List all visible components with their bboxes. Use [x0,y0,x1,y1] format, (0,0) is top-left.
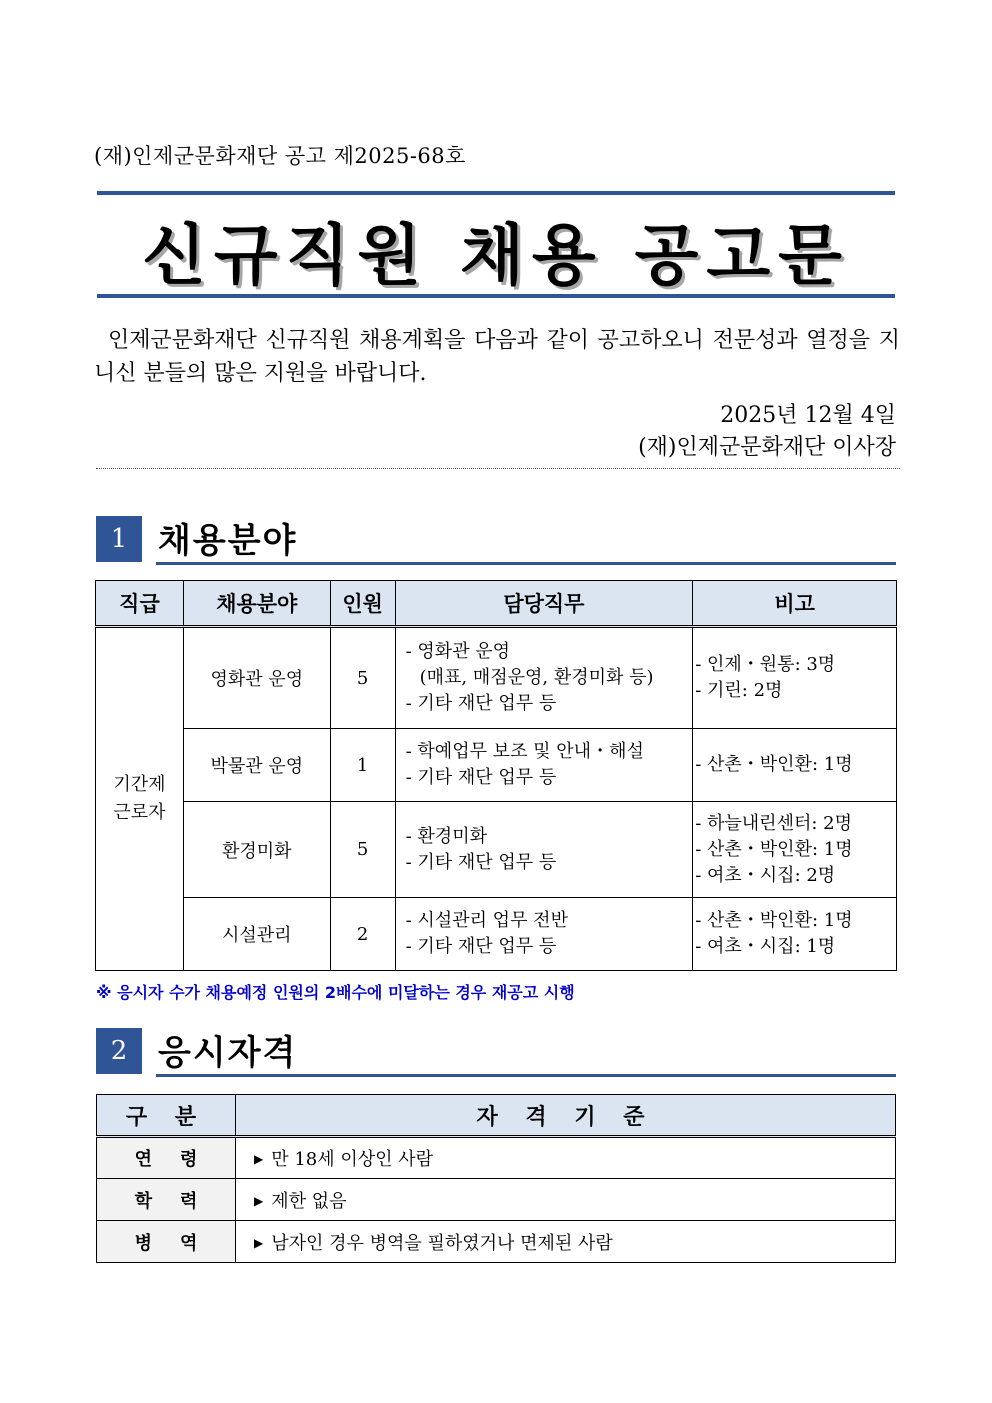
notes-cell [693,802,897,898]
value-text: 남자인 경우 병역을 필하였거나 면제된 사람 [271,1232,613,1254]
table-row [96,729,897,802]
value-text: 만 18세 이상인 사람 [271,1149,434,1170]
page-title: 신규직원 채용 공고문 [142,217,850,294]
recruitment-table [95,580,897,971]
title-top-rule [97,191,895,195]
duty-line: - 기타 재단 업무 등 [405,693,557,714]
section-1-title: 채용분야 [158,521,298,561]
row-value [236,1179,896,1221]
note-line: - 산촌・박인환: 1명 [695,754,853,775]
duty-line: - 영화관 운영 [405,641,511,662]
note-line: - 인제・원통: 3명 [695,654,836,675]
row-label: 연령 [97,1137,236,1179]
duty-line: - 학예업무 보조 및 안내・해설 [405,741,644,762]
section-1-number: 1 [96,516,142,562]
duty-line: - 기타 재단 업무 등 [405,767,557,788]
note-line: - 기린: 2명 [695,680,783,701]
notes-cell [693,627,897,729]
field-cell: 환경미화 [183,802,330,898]
header-field: 채용분야 [183,581,330,627]
duties-cell [395,802,693,898]
notice-number: (재)인제군문화재단 공고 제2025-68호 [94,144,466,168]
grade-line: 기간제 [113,774,166,795]
notes-cell [693,729,897,802]
dotted-divider [96,468,900,469]
count-cell: 2 [330,898,395,971]
duty-line: - 기타 재단 업무 등 [405,936,557,957]
row-value [236,1221,896,1263]
intro-paragraph [94,324,900,390]
duty-line: - 환경미화 [405,825,487,847]
notice-date: 2025년 12월 4일 [720,403,896,428]
triangle-bullet-icon: ▶ [254,1193,264,1208]
count-cell: 5 [330,627,395,729]
field-cell: 시설관리 [183,898,330,971]
table-row [97,1221,896,1263]
note-line: - 산촌・박인환: 1명 [695,838,853,860]
triangle-bullet-icon: ▶ [254,1235,264,1250]
table-row [97,1137,896,1179]
section-1-heading [96,516,896,566]
duty-line: - 시설관리 업무 전반 [405,910,568,931]
header-grade: 직급 [96,581,184,627]
row-label: 학력 [97,1179,236,1221]
note-line: - 산촌・박인환: 1명 [695,910,853,931]
table-row [96,627,897,729]
section-2-number: 2 [96,1028,142,1074]
duty-line: (매표, 매점운영, 환경미화 등) [419,667,654,688]
section-1-rule [156,562,896,565]
duty-line: - 기타 재단 업무 등 [405,851,557,873]
header-duties: 담당직무 [395,581,693,627]
header-count: 인원 [330,581,395,627]
count-cell: 5 [330,802,395,898]
footnote: ※ 응시자 수가 채용예정 인원의 2배수에 미달하는 경우 재공고 시행 [96,983,575,1002]
row-value [236,1137,896,1179]
note-line: - 하늘내린센터: 2명 [695,812,852,834]
note-line: - 여초・시집: 2명 [695,864,836,886]
duties-cell [395,627,693,729]
row-label: 병역 [97,1221,236,1263]
duties-cell [395,729,693,802]
header-notes: 비고 [693,581,897,627]
section-2-rule [156,1074,896,1077]
title-bottom-rule [97,294,895,298]
value-text: 제한 없음 [271,1190,347,1212]
field-cell: 박물관 운영 [183,729,330,802]
triangle-bullet-icon: ▶ [254,1152,264,1166]
section-2-title: 응시자격 [158,1033,298,1073]
table-header-row [96,581,897,627]
section-2-heading [96,1028,896,1078]
intro-text: 인제군문화재단 신규직원 채용계획을 다음과 같이 공고하오니 전문성과 열정을 지니신 분들의 많은 지원을 바랍니다. [94,328,900,386]
issuer: (재)인제군문화재단 이사장 [638,435,896,460]
header-category: 구 분 [97,1095,236,1137]
count-cell: 1 [330,729,395,802]
header-criteria: 자 격 기 준 [236,1095,896,1137]
notes-cell [693,898,897,971]
table-row [97,1179,896,1221]
table-row [96,898,897,971]
field-cell: 영화관 운영 [183,627,330,729]
grade-cell [96,627,184,971]
note-line: - 여초・시집: 1명 [695,936,836,957]
grade-line: 근로자 [113,802,166,823]
qualification-table [96,1094,896,1263]
table-row [96,802,897,898]
table-header-row [97,1095,896,1137]
duties-cell [395,898,693,971]
